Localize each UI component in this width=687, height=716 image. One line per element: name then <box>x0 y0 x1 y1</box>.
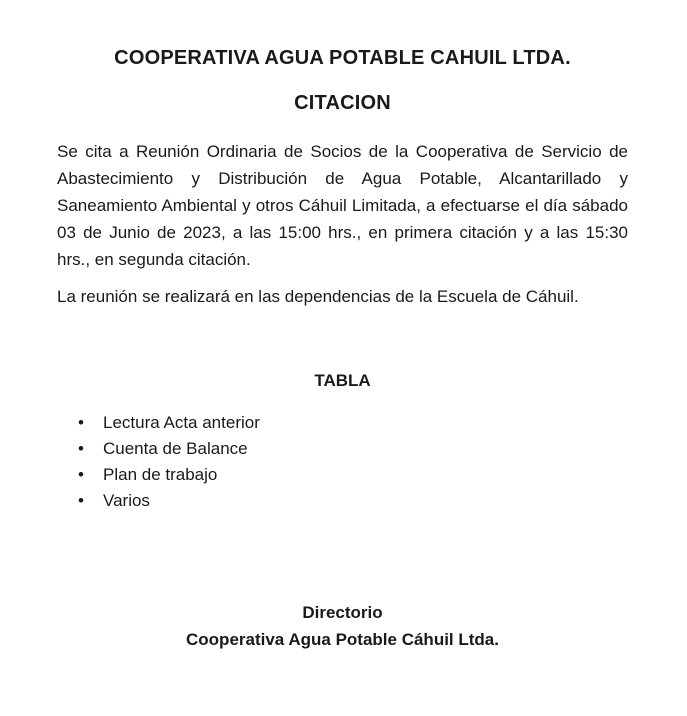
agenda-item-label: Varios <box>103 491 150 510</box>
bullet-icon: • <box>78 413 84 432</box>
agenda-item-label: Cuenta de Balance <box>103 439 248 458</box>
signature-block <box>57 599 628 653</box>
document-subtitle: CITACION <box>294 92 391 114</box>
agenda-item <box>57 410 628 436</box>
agenda-item-label: Plan de trabajo <box>103 465 218 484</box>
body-paragraph-2: La reunión se realizará en las dependencias de la Escuela de Cáhuil. <box>57 287 579 306</box>
agenda-list <box>57 410 628 514</box>
agenda-item-label: Lectura Acta anterior <box>103 413 260 432</box>
agenda-item <box>57 462 628 488</box>
signature-line-2: Cooperativa Agua Potable Cáhuil Ltda. <box>186 630 499 649</box>
bullet-icon: • <box>78 465 84 484</box>
document-title: COOPERATIVA AGUA POTABLE CAHUIL LTDA. <box>114 47 571 69</box>
bullet-icon: • <box>78 439 84 458</box>
body-paragraph-1: Se cita a Reunión Ordinaria de Socios de la Cooperativa de Servicio de Abastecimiento y Distribución de Agua Potable, Alcantarillado y Saneamiento Ambiental y otros Cáhuil Limitada, a efectuarse el día sábado 03 de Junio de 2023, a las 15:00 hrs., en primera citación y a las 15:30 hrs., en segunda citación. <box>57 142 628 269</box>
agenda-item <box>57 488 628 514</box>
agenda-item <box>57 436 628 462</box>
agenda-heading: TABLA <box>314 371 371 390</box>
signature-line-1: Directorio <box>302 603 383 622</box>
bullet-icon: • <box>78 491 84 510</box>
